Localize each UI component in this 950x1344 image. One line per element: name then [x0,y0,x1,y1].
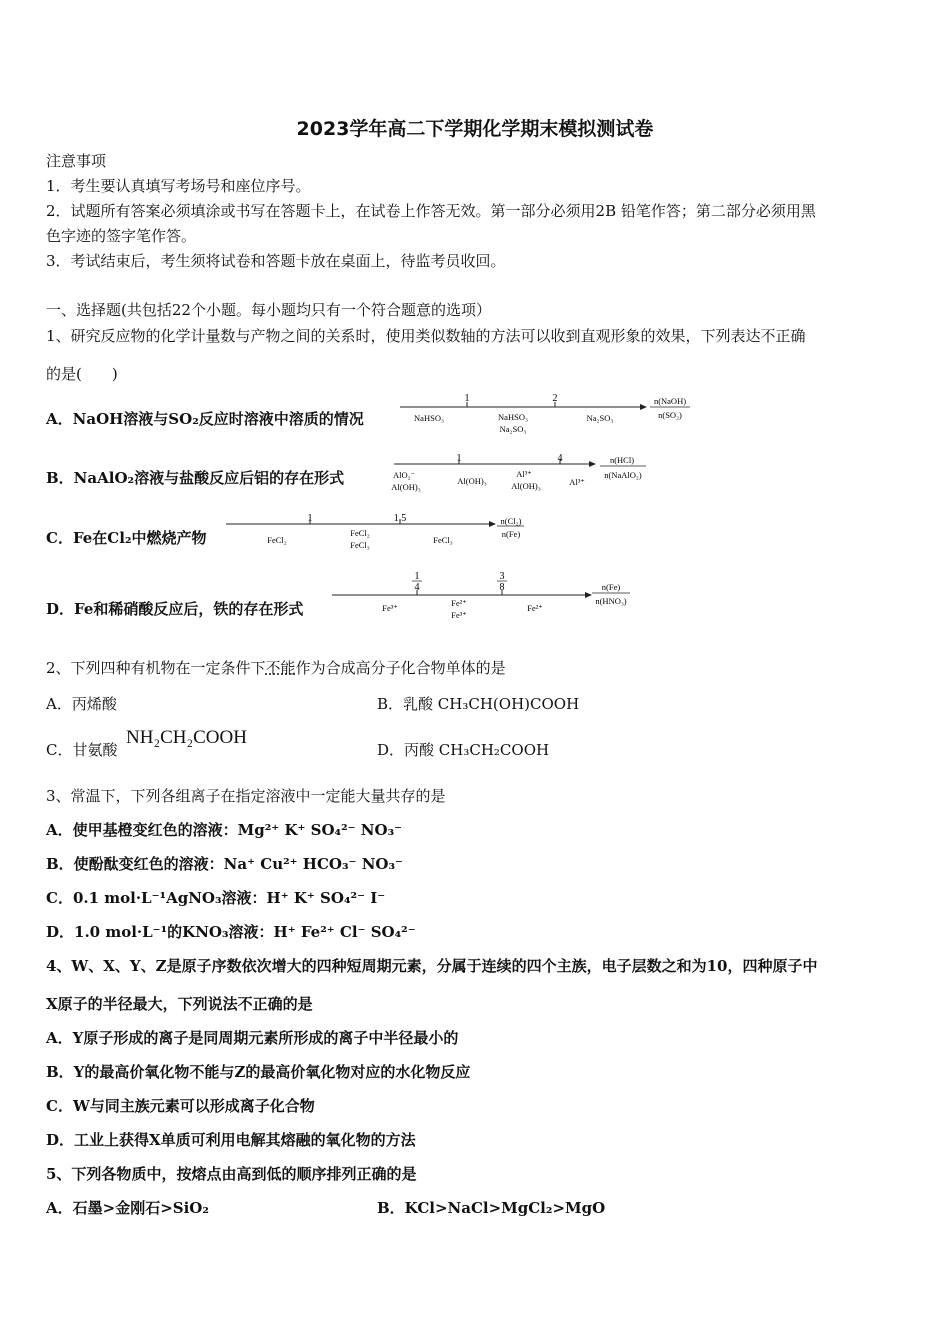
glycine-formula: NH₂CH₂COOH [126,727,247,748]
number-line-b [384,452,704,498]
region-label: AlO₂⁻ [392,470,416,480]
q1-option-c: C．Fe在Cl₂中燃烧产物 [46,529,207,547]
notes-heading: 注意事项 [46,152,107,170]
region-label: Fe³⁺ [451,610,467,620]
tick-denominator: 4 [414,582,420,593]
region-label: Al³⁺ [516,469,532,479]
number-line-d [330,570,650,626]
region-label: Al(OH)₃ [511,481,541,491]
ratio-numerator: n(HCl) [609,455,635,465]
region-label: FeCl₂ [350,528,370,538]
exam-title: 2023学年高二下学期化学期末模拟测试卷 [296,118,654,140]
region-label: Al³⁺ [569,477,585,487]
tick-label: 1 [456,453,462,464]
region-label: Fe²⁺ [451,598,467,608]
q1-stem: 1、研究反应物的化学计量数与产物之间的关系时，使用类似数轴的方法可以收到直观形象的效果，下列表达不正确 [46,327,806,345]
region-label: Na₂SO₃ [499,424,527,434]
ratio-numerator: n(NaOH) [653,396,687,406]
q4-option-d: D．工业上获得X单质可利用电解其熔融的氧化物的方法 [46,1131,416,1149]
note-item: 3．考试结束后，考生须将试卷和答题卡放在桌面上，待监考员收回。 [46,252,506,270]
q3-option-a: A．使甲基橙变红色的溶液：Mg²⁺ K⁺ SO₄²⁻ NO₃⁻ [46,821,403,839]
ratio-numerator: n(Cl₂) [500,516,522,526]
region-label: NaHSO₃ [498,412,528,422]
tick-numerator: 3 [499,571,505,582]
number-line-c [224,512,544,558]
q1-option-b: B．NaAlO₂溶液与盐酸反应后铝的存在形式 [46,469,345,487]
note-item: 2．试题所有答案必须填涂或书写在答题卡上，在试卷上作答无效。第一部分必须用2B 铅笔作答；第二部分必须用黑 [46,202,816,220]
note-item: 1．考生要认真填写考场号和座位序号。 [46,177,311,195]
number-line-a [395,392,705,442]
region-label: FeCl₃ [433,535,453,545]
ratio-denominator: n(NaAlO₂) [604,470,642,480]
ratio-denominator: n(HNO₃) [595,596,627,606]
tick-label: 2 [552,393,558,404]
q3-option-c: C．0.1 mol·L⁻¹AgNO₃溶液：H⁺ K⁺ SO₄²⁻ I⁻ [46,889,386,907]
tick-label: 1.5 [393,513,407,524]
region-label: Fe²⁺ [527,603,543,613]
region-label: Fe³⁺ [382,603,398,613]
q4-stem: X原子的半径最大，下列说法不正确的是 [46,995,313,1013]
q5-option-b: B．KCl>NaCl>MgCl₂>MgO [377,1199,606,1217]
emphasis: 不能 [265,659,296,677]
q4-stem: 4、W、X、Y、Z是原子序数依次增大的四种短周期元素，分属于连续的四个主族，电子层数之和为10，四种原子中 [46,957,818,975]
q3-option-d: D．1.0 mol·L⁻¹的KNO₃溶液：H⁺ Fe²⁺ Cl⁻ SO₄²⁻ [46,923,416,941]
q4-option-b: B．Y的最高价氧化物不能与Z的最高价氧化物对应的水化物反应 [46,1063,471,1081]
tick-label: 1 [464,393,470,404]
q5-stem: 5、下列各物质中，按熔点由高到低的顺序排列正确的是 [46,1165,417,1183]
ratio-denominator: n(SO₂) [658,410,682,420]
region-label: FeCl₂ [267,535,287,545]
tick-label: 4 [557,453,563,464]
q5-option-a: A．石墨>金刚石>SiO₂ [46,1199,209,1217]
q3-option-b: B．使酚酞变红色的溶液：Na⁺ Cu²⁺ HCO₃⁻ NO₃⁻ [46,855,403,873]
ratio-denominator: n(Fe) [501,529,521,539]
q2-option-c: C．甘氨酸 [46,741,118,759]
q2-option-a: A．丙烯酸 [46,695,117,713]
q1-option-d: D．Fe和稀硝酸反应后，铁的存在形式 [46,600,304,618]
q2-option-b: B．乳酸 CH₃CH(OH)COOH [377,695,580,713]
section-heading: 一、选择题(共包括22个小题。每小题均只有一个符合题意的选项） [46,301,491,319]
q4-option-c: C．W与同主族元素可以形成离子化合物 [46,1097,315,1115]
region-label: FeCl₃ [350,540,370,550]
q2-option-d: D．丙酸 CH₃CH₂COOH [377,741,550,759]
note-item: 色字迹的签字笔作答。 [46,227,197,245]
tick-label: 1 [307,513,313,524]
region-label: Al(OH)₃ [457,476,487,486]
tick-numerator: 1 [414,571,420,582]
q1-option-a: A．NaOH溶液与SO₂反应时溶液中溶质的情况 [46,410,364,428]
q1-stem: 的是( ) [46,365,118,383]
q3-stem: 3、常温下，下列各组离子在指定溶液中一定能大量共存的是 [46,787,446,805]
region-label: NaHSO₃ [414,413,444,423]
q2-stem: 2、下列四种有机物在一定条件下不能作为合成高分子化合物单体的是 [46,659,506,677]
ratio-numerator: n(Fe) [601,582,621,592]
region-label: Na₂SO₃ [586,413,614,423]
q4-option-a: A．Y原子形成的离子是同周期元素所形成的离子中半径最小的 [46,1029,459,1047]
tick-denominator: 8 [499,582,505,593]
region-label: Al(OH)₃ [391,482,421,492]
